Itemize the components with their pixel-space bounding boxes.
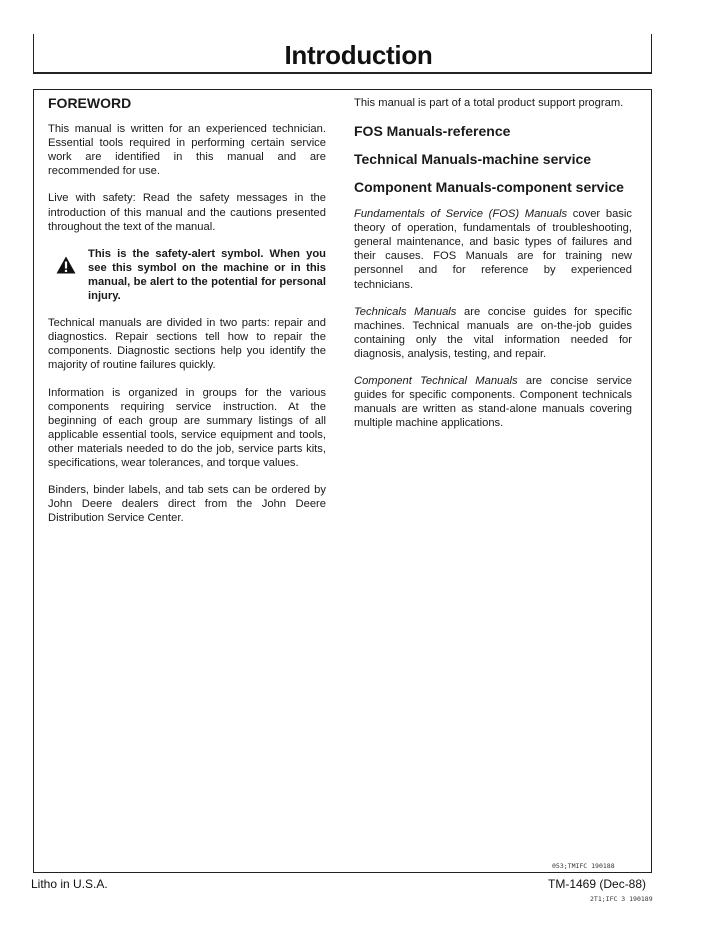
fos-description: cover basic theory of operation, fundamentals of troubleshooting, general maintenance, and basic types of failures and their causes. FOS Manuals are for training new personnel and for reference by experienced technicians. xyxy=(354,208,632,291)
foreword-paragraph-3: Technical manuals are divided in two parts: repair and diagnostics. Repair sections tell how to repair the components. Diagnostic sections help you identify the majority of routine failures quickly. xyxy=(48,317,326,372)
right-frame-top xyxy=(651,34,652,74)
technical-manuals-heading: Technical Manuals-machine service xyxy=(354,151,592,168)
left-column xyxy=(48,96,326,538)
fos-heading: FOS Manuals-reference xyxy=(354,123,511,140)
safety-alert-icon xyxy=(56,256,76,274)
technical-term: Technicals Manuals xyxy=(354,305,457,318)
footer-manual-number: TM-1469 (Dec-88) xyxy=(548,877,647,891)
footer-litho: Litho in U.S.A. xyxy=(31,877,108,891)
box-code: 053;TMIFC 190188 xyxy=(552,862,615,870)
content-frame-right xyxy=(651,89,652,873)
foreword-paragraph-1: This manual is written for an experienced technician. Essential tools required in performing certain service work are identified in this manual and are recommended for use. xyxy=(48,123,326,178)
left-frame-top xyxy=(33,34,34,74)
safety-alert-block xyxy=(48,247,326,303)
safety-alert-text: This is the safety-alert symbol. When you see this symbol on the machine or in this manual, be alert to the potential for personal injury. xyxy=(88,247,326,303)
fos-term: Fundamentals of Service (FOS) Manuals xyxy=(354,208,568,221)
component-manuals-heading: Component Manuals-component service xyxy=(354,179,624,196)
component-description: are concise service guides for specific components. Component technicals manuals are written as stand-alone manuals covering multiple machine applications. xyxy=(354,375,632,430)
technical-paragraph xyxy=(354,305,632,361)
foreword-paragraph-5: Binders, binder labels, and tab sets can be ordered by John Deere dealers direct from the John Deere Distribution Service Center. xyxy=(48,484,326,525)
foreword-paragraph-2: Live with safety: Read the safety messages in the introduction of this manual and the cautions presented throughout the text of the manual. xyxy=(48,192,326,233)
right-column xyxy=(354,96,632,443)
page-title: Introduction xyxy=(284,40,433,70)
component-paragraph xyxy=(354,374,632,430)
fos-paragraph xyxy=(354,207,632,292)
title-underline xyxy=(33,72,651,74)
program-intro: This manual is part of a total product support program. xyxy=(354,97,624,109)
content-frame-bottom xyxy=(33,872,651,873)
foreword-paragraph-4: Information is organized in groups for the various components requiring service instruction. At the beginning of each group are summary listings of all applicable essential tools, service equipment and tools, other materials needed to do the job, service parts kits, specifications, wear tolerances, and torque values. xyxy=(48,386,326,469)
technical-description: are concise guides for specific machines. Technical manuals are on-the-job guides containing only the vital information needed for diagnosis, analysis, testing, and repair. xyxy=(354,305,632,360)
content-frame-top xyxy=(33,89,651,90)
foreword-heading: FOREWORD xyxy=(48,95,132,111)
component-term: Component Technical Manuals xyxy=(354,375,518,388)
page-code: 2T1;IFC 3 190189 xyxy=(590,895,653,903)
content-frame-left xyxy=(33,89,34,873)
